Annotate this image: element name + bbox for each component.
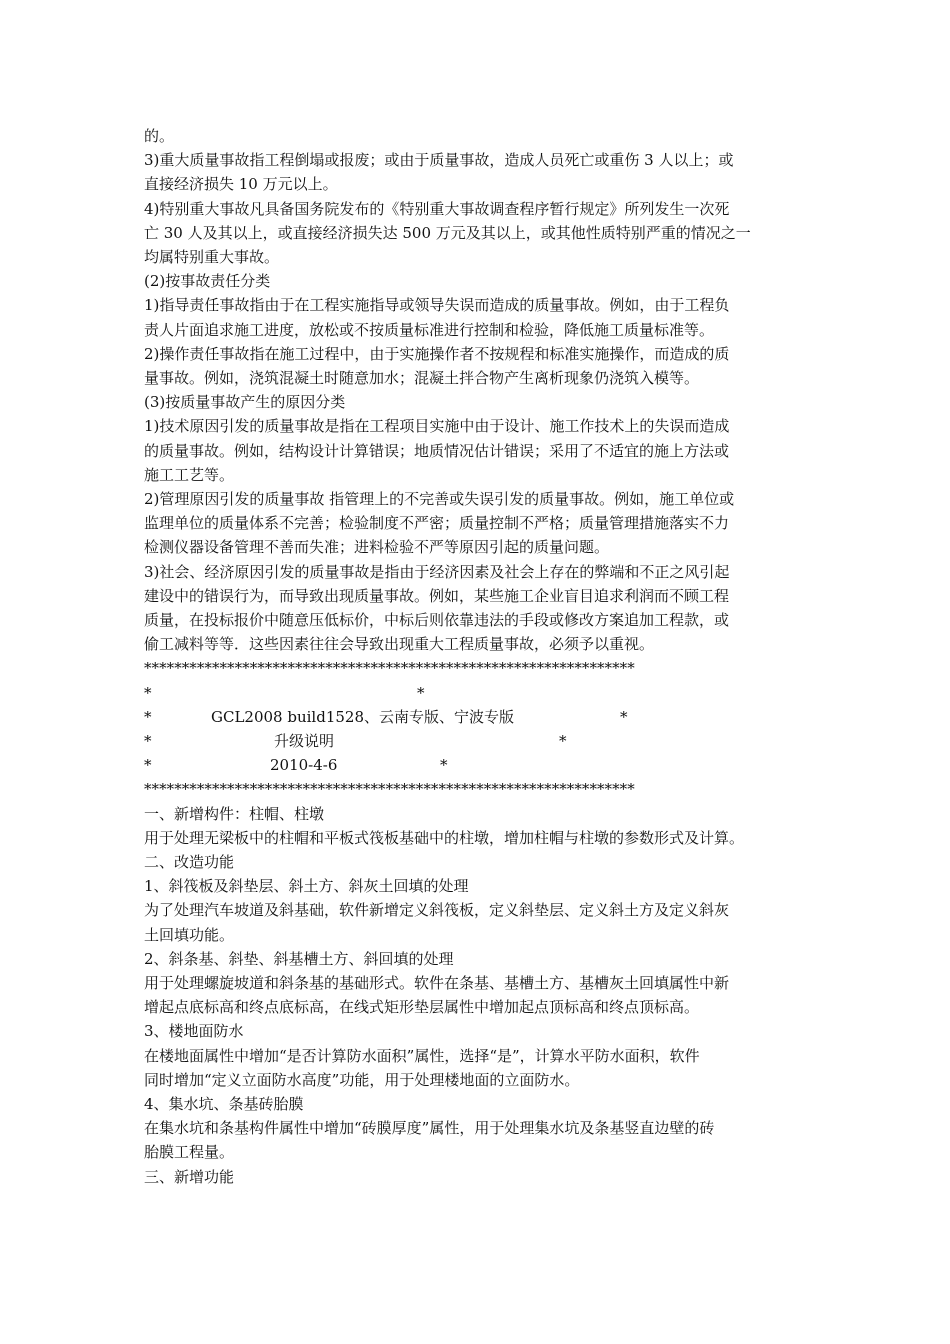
- text-line: 监理单位的质量体系不完善；检验制度不严密；质量控制不严格；质量管理措施落实不力: [144, 514, 730, 533]
- text-line: 亡 30 人及其以上，或直接经济损失达 500 万元及其以上，或其他性质特别严重的情况之一: [144, 223, 751, 242]
- text-line: 施工工艺等。: [144, 465, 235, 484]
- banner-star-left: *: [144, 732, 152, 751]
- text-line: 1)指导责任事故指由于在工程实施指导或领导失误而造成的质量事故。例如，由于工程负: [144, 296, 730, 315]
- text-line: 直接经济损失 10 万元以上。: [144, 175, 338, 194]
- text-line: 用于处理螺旋坡道和斜条基的基础形式。软件在条基、基槽土方、基槽灰土回填属性中新: [144, 974, 730, 993]
- text-line: 的质量事故。例如，结构设计计算错误；地质情况估计错误；采用了不适宜的施上方法或: [144, 441, 730, 460]
- text-line: 责人片面追求施工进度，放松或不按质量标准进行控制和检验，降低施工质量标准等。: [144, 320, 715, 339]
- text-line: 检测仪器设备管理不善而失准；进料检验不严等原因引起的质量问题。: [144, 538, 610, 557]
- text-line: 3)社会、经济原因引发的质量事故是指由于经济因素及社会上存在的弊端和不正之风引起: [144, 562, 730, 581]
- document-body: [144, 124, 808, 1189]
- text-line: 3)重大质量事故指工程倒塌或报废；或由于质量事故，造成人员死亡或重伤 3 人以上；或: [144, 151, 734, 170]
- text-line: 同时增加“定义立面防水高度”功能，用于处理楼地面的立面防水。: [144, 1070, 580, 1089]
- banner-star-left: *: [144, 707, 152, 726]
- text-line: 增起点底标高和终点底标高，在线式矩形垫层属性中增加起点顶标高和终点顶标高。: [144, 998, 700, 1017]
- banner-bottom-rule: *****************************************************************: [144, 780, 635, 799]
- banner-row: [144, 705, 808, 729]
- text-line: 胎膜工程量。: [144, 1143, 235, 1162]
- text-line: 用于处理无梁板中的柱帽和平板式筏板基础中的柱墩，增加柱帽与柱墩的参数形式及计算。: [144, 828, 745, 847]
- text-line: 2)管理原因引发的质量事故 指管理上的不完善或失误引发的质量事故。例如，施工单位或: [144, 490, 735, 509]
- banner-title-text: 升级说明: [274, 732, 335, 751]
- banner-star-right: *: [417, 683, 425, 702]
- section-heading: (2)按事故责任分类: [144, 272, 271, 291]
- text-line: 土回填功能。: [144, 925, 235, 944]
- section-heading: (3)按质量事故产生的原因分类: [144, 393, 346, 412]
- accident-classification-text: [144, 124, 808, 656]
- text-line: 4)特别重大事故凡具备国务院发布的《特别重大事故调查程序暂行规定》所列发生一次死: [144, 199, 730, 218]
- subsection-heading: 2、斜条基、斜垫、斜基槽土方、斜回填的处理: [144, 949, 454, 968]
- banner-star-left: *: [144, 683, 152, 702]
- banner-row: [144, 753, 808, 777]
- section-heading: 二、改造功能: [144, 853, 235, 872]
- text-line: 2)操作责任事故指在施工过程中，由于实施操作者不按规程和标准实施操作，而造成的质: [144, 344, 730, 363]
- banner-version-text: GCL2008 build1528、云南专版、宁波专版: [211, 707, 514, 726]
- banner-top-rule: *****************************************************************: [144, 659, 635, 678]
- text-line: 建设中的错误行为，而导致出现质量事故。例如，某些施工企业盲目追求利润而不顾工程: [144, 586, 730, 605]
- banner-star-right: *: [559, 732, 567, 751]
- text-line: 1)技术原因引发的质量事故是指在工程项目实施中由于设计、施工作技术上的失误而造成: [144, 417, 730, 436]
- banner-star-right: *: [440, 756, 448, 775]
- text-line: 在楼地面属性中增加“是否计算防水面积”属性，选择“是”，计算水平防水面积，软件: [144, 1046, 700, 1065]
- text-line: 均属特别重大事故。: [144, 248, 280, 267]
- banner-star-right: *: [620, 707, 628, 726]
- upgrade-banner: [144, 656, 808, 801]
- banner-row: [144, 681, 808, 705]
- text-line: 质量，在投标报价中随意压低标价，中标后则依靠违法的手段或修改方案追加工程款，或: [144, 611, 730, 630]
- subsection-heading: 3、楼地面防水: [144, 1022, 244, 1041]
- banner-row: [144, 729, 808, 753]
- section-heading: 一、新增构件：柱帽、柱墩: [144, 804, 325, 823]
- text-line: 量事故。例如，浇筑混凝土时随意加水；混凝土拌合物产生离析现象仍浇筑入模等。: [144, 369, 700, 388]
- subsection-heading: 1、斜筏板及斜垫层、斜土方、斜灰土回填的处理: [144, 877, 469, 896]
- text-line: 偷工减料等等．这些因素往往会导致出现重大工程质量事故，必须予以重视。: [144, 635, 655, 654]
- text-line: 为了处理汽车坡道及斜基础，软件新增定义斜筏板，定义斜垫层、定义斜土方及定义斜灰: [144, 901, 730, 920]
- banner-star-left: *: [144, 756, 152, 775]
- text-line: 的。: [144, 127, 175, 145]
- subsection-heading: 4、集水坑、条基砖胎膜: [144, 1095, 304, 1114]
- text-line: 在集水坑和条基构件属性中增加“砖膜厚度”属性，用于处理集水坑及条基竖直边壁的砖: [144, 1119, 715, 1138]
- section-heading: 三、新增功能: [144, 1167, 235, 1186]
- upgrade-notes-text: [144, 802, 808, 1189]
- banner-date-text: 2010-4-6: [270, 756, 338, 775]
